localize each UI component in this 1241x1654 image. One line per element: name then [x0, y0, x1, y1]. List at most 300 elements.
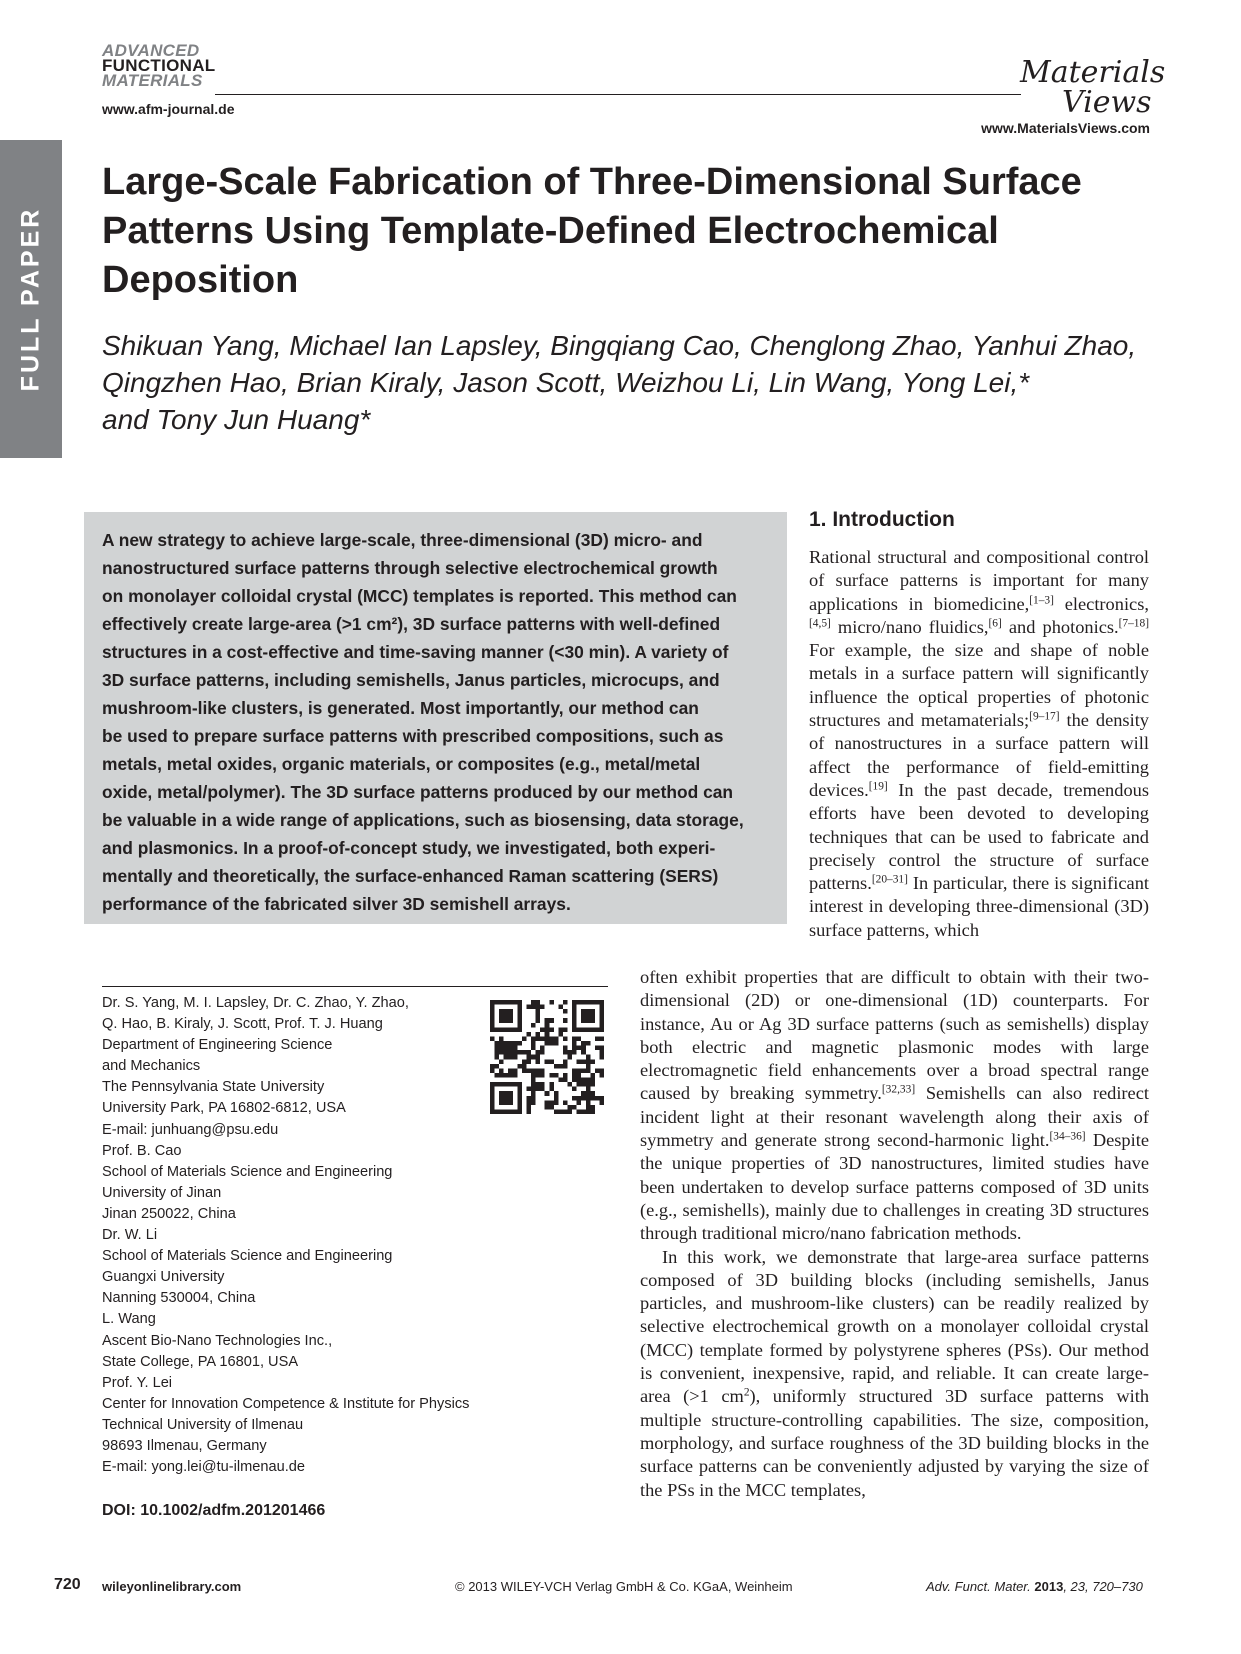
affiliation-line: L. Wang: [102, 1311, 156, 1328]
qr-module: [549, 1027, 554, 1032]
reference-marker[interactable]: [20–31]: [871, 873, 908, 886]
qr-finder: [581, 1009, 595, 1023]
qr-module: [572, 1036, 577, 1041]
qr-module: [563, 1059, 568, 1064]
qr-module: [549, 1087, 554, 1092]
qr-module: [508, 1046, 513, 1051]
qr-module: [586, 1064, 591, 1069]
qr-module: [595, 1046, 600, 1051]
text-run: Despite the unique properties of 3D nanostructures, limited studies have been undertaken to develop surface patterns composed of 3D units (e.g., semishells), mainly due to challenges in creating 3D structures through traditional micro/nano fabrication methods.: [640, 1130, 1149, 1244]
qr-module: [558, 1064, 563, 1069]
abstract-line: mushroom-like clusters, is generated. Most importantly, our method can: [102, 698, 699, 718]
qr-module: [572, 1096, 577, 1101]
qr-module: [526, 1096, 531, 1101]
qr-module: [568, 1055, 573, 1060]
qr-module: [586, 1109, 591, 1114]
article-title: [102, 158, 1102, 305]
qr-module: [563, 1073, 568, 1078]
affiliation-line: Prof. B. Cao: [102, 1142, 182, 1159]
qr-module: [595, 1068, 600, 1073]
qr-module: [545, 1036, 550, 1041]
qr-module: [536, 1073, 541, 1078]
qr-module: [554, 1041, 559, 1046]
qr-module: [540, 1050, 545, 1055]
affiliation-line: University Park, PA 16802-6812, USA: [102, 1100, 346, 1117]
qr-module: [508, 1050, 513, 1055]
qr-module: [549, 1100, 554, 1105]
affiliation-line: School of Materials Science and Engineering: [102, 1248, 393, 1265]
qr-module: [558, 1109, 563, 1114]
qr-module: [504, 1041, 509, 1046]
qr-finder: [499, 1009, 513, 1023]
qr-module: [581, 1046, 586, 1051]
abstract-line: metals, metal oxides, organic materials, or composites (e.g., metal/metal: [102, 754, 701, 774]
qr-module: [522, 1068, 527, 1073]
qr-module: [545, 1018, 550, 1023]
text-run: micro/nano fluidics,: [830, 616, 989, 637]
qr-module: [586, 1059, 591, 1064]
qr-module: [540, 1036, 545, 1041]
qr-module: [545, 1041, 550, 1046]
qr-module: [545, 1059, 550, 1064]
qr-module: [526, 1109, 531, 1114]
affiliation-line: and Mechanics: [102, 1058, 201, 1075]
section-tab: [0, 140, 62, 458]
qr-module: [536, 1055, 541, 1060]
qr-module: [513, 1041, 518, 1046]
qr-module: [504, 1073, 509, 1078]
intro-column-text: [809, 546, 1149, 942]
qr-module: [504, 1055, 509, 1060]
qr-module: [490, 1036, 495, 1041]
qr-module: [531, 1091, 536, 1096]
text-run: often exhibit properties that are difficult to obtain with their two-dimensional (2D) or one-dimensional (1D) counterparts. For instance, Au or Ag 3D surface patterns (such as semishells) display both electric and magnetic plasmonic modes with large electromagnetic field enhancements over a broad spectral range caused by breaking symmetry.: [640, 967, 1149, 1104]
qr-module: [499, 1073, 504, 1078]
qr-module: [499, 1068, 504, 1073]
qr-module: [563, 1046, 568, 1051]
qr-module: [599, 1055, 604, 1060]
qr-module: [572, 1078, 577, 1083]
qr-module: [531, 1078, 536, 1083]
qr-module: [595, 1096, 600, 1101]
publisher-url[interactable]: www.MaterialsViews.com: [981, 120, 1150, 136]
affiliation-line: State College, PA 16801, USA: [102, 1353, 299, 1370]
qr-module: [504, 1046, 509, 1051]
qr-module: [590, 1059, 595, 1064]
title-line: Large-Scale Fabrication of Three-Dimensional Surface: [102, 161, 1082, 203]
affiliation-line: E-mail: yong.lei@tu-ilmenau.de: [102, 1459, 306, 1476]
journal-logo-line: MATERIALS: [102, 71, 203, 90]
qr-module: [554, 1064, 559, 1069]
qr-module: [540, 1046, 545, 1051]
citation-year: 2013: [1034, 1579, 1064, 1594]
qr-module: [572, 1073, 577, 1078]
qr-module: [531, 1023, 536, 1028]
qr-module: [495, 1064, 500, 1069]
abstract: [102, 526, 772, 918]
qr-module: [586, 1091, 591, 1096]
affiliation-line: Nanning 530004, China: [102, 1290, 256, 1307]
qr-module: [577, 1073, 582, 1078]
reference-marker[interactable]: [6]: [988, 617, 1002, 630]
abstract-line: be valuable in a wide range of applications, such as biosensing, data storage,: [102, 810, 744, 830]
qr-module: [581, 1068, 586, 1073]
qr-module: [563, 1027, 568, 1032]
qr-module: [513, 1046, 518, 1051]
text-run: Rational structural and compositional control of surface patterns is important for many applications in biomedicine,: [809, 547, 1149, 614]
citation-journal: Adv. Funct. Mater.: [926, 1579, 1031, 1594]
qr-module: [581, 1041, 586, 1046]
qr-module: [531, 1096, 536, 1101]
qr-module: [577, 1096, 582, 1101]
qr-module: [545, 1091, 550, 1096]
qr-module: [549, 1000, 554, 1005]
qr-module: [590, 1073, 595, 1078]
qr-module: [508, 1073, 513, 1078]
qr-module: [590, 1105, 595, 1110]
qr-module: [531, 1087, 536, 1092]
publisher-logo-line: Materials: [1020, 55, 1166, 90]
footer-citation: [926, 1579, 1143, 1594]
abstract-line: performance of the fabricated silver 3D semishell arrays.: [102, 894, 571, 914]
qr-module: [499, 1041, 504, 1046]
qr-module: [495, 1046, 500, 1051]
text-run: In particular, there is significant interest in developing three-dimensional (3D) surface patterns, which: [809, 873, 1149, 940]
affiliation-line: Dr. S. Yang, M. I. Lapsley, Dr. C. Zhao, Y. Zhao,: [102, 995, 409, 1011]
qr-code[interactable]: [490, 1000, 604, 1114]
qr-module: [540, 1005, 545, 1010]
qr-module: [490, 1064, 495, 1069]
qr-module: [549, 1059, 554, 1064]
reference-marker[interactable]: [1–3]: [1029, 594, 1054, 607]
qr-module: [568, 1109, 573, 1114]
qr-module: [508, 1055, 513, 1060]
qr-module: [499, 1046, 504, 1051]
qr-module: [545, 1023, 550, 1028]
qr-module: [499, 1059, 504, 1064]
qr-module: [531, 1082, 536, 1087]
qr-module: [577, 1078, 582, 1083]
abstract-line: A new strategy to achieve large-scale, three-dimensional (3D) micro- and: [102, 530, 703, 550]
qr-module: [536, 1005, 541, 1010]
reference-marker[interactable]: 2: [743, 1387, 750, 1400]
text-run: and photonics.: [1001, 616, 1119, 637]
author-line: and Tony Jun Huang*: [102, 404, 371, 435]
page-number: 720: [54, 1576, 81, 1593]
qr-module: [586, 1041, 591, 1046]
qr-module: [563, 1036, 568, 1041]
qr-module: [531, 1055, 536, 1060]
qr-module: [513, 1073, 518, 1078]
doi[interactable]: DOI: 10.1002/adfm.201201466: [102, 1502, 326, 1519]
affiliation-line: School of Materials Science and Engineering: [102, 1163, 393, 1180]
qr-module: [599, 1100, 604, 1105]
qr-module: [595, 1036, 600, 1041]
qr-module: [508, 1041, 513, 1046]
body-paragraph: [640, 1246, 1149, 1502]
qr-module: [508, 1068, 513, 1073]
qr-module: [554, 1091, 559, 1096]
qr-module: [586, 1055, 591, 1060]
section-heading: 1. Introduction: [809, 508, 955, 531]
qr-module: [577, 1068, 582, 1073]
qr-module: [495, 1041, 500, 1046]
qr-module: [526, 1059, 531, 1064]
qr-module: [526, 1055, 531, 1060]
qr-module: [590, 1082, 595, 1087]
qr-module: [526, 1068, 531, 1073]
qr-module: [563, 1064, 568, 1069]
title-line: Deposition: [102, 259, 299, 301]
abstract-line: be used to prepare surface patterns with prescribed compositions, such as: [102, 726, 724, 746]
qr-module: [577, 1100, 582, 1105]
qr-module: [531, 1068, 536, 1073]
qr-module: [536, 1059, 541, 1064]
qr-module: [572, 1041, 577, 1046]
qr-module: [554, 1109, 559, 1114]
text-run: Semishells can also redirect incident light at their resonant wavelength along their axis of symmetry and generate strong second-harmonic light.: [640, 1083, 1149, 1151]
qr-module: [577, 1082, 582, 1087]
qr-module: [522, 1064, 527, 1069]
qr-module: [531, 1000, 536, 1005]
publisher-logo: [1018, 50, 1166, 120]
journal-url[interactable]: www.afm-journal.de: [102, 101, 235, 117]
qr-module: [586, 1078, 591, 1083]
qr-module: [531, 1041, 536, 1046]
affiliation-line: Jinan 250022, China: [102, 1205, 236, 1222]
qr-module: [586, 1087, 591, 1092]
qr-module: [586, 1068, 591, 1073]
reference-marker[interactable]: [19]: [868, 780, 888, 793]
qr-module: [495, 1050, 500, 1055]
qr-module: [581, 1050, 586, 1055]
qr-module: [531, 1046, 536, 1051]
qr-module: [590, 1091, 595, 1096]
qr-module: [536, 1032, 541, 1037]
qr-module: [513, 1068, 518, 1073]
author-line: Qingzhen Hao, Brian Kiraly, Jason Scott, Weizhou Li, Lin Wang, Yong Lei,*: [102, 367, 1030, 398]
text-run: the density of nanostructures in a surface pattern will affect the performance of field-emitting devices.: [809, 710, 1149, 800]
qr-module: [522, 1059, 527, 1064]
qr-module: [558, 1032, 563, 1037]
qr-module: [536, 1000, 541, 1005]
reference-marker[interactable]: [7–18]: [1118, 617, 1149, 630]
qr-module: [577, 1109, 582, 1114]
qr-module: [504, 1050, 509, 1055]
abstract-line: nanostructured surface patterns through selective electrochemical growth: [102, 558, 718, 578]
affiliation-line: Center for Innovation Competence & Institute for Physics: [102, 1395, 470, 1412]
abstract-line: on monolayer colloidal crystal (MCC) templates is reported. This method can: [102, 586, 737, 606]
affiliation-line: Technical University of Ilmenau: [102, 1416, 304, 1433]
qr-module: [517, 1050, 522, 1055]
qr-module: [568, 1050, 573, 1055]
citation-volume: , 23, 720–730: [1063, 1579, 1143, 1594]
qr-module: [586, 1100, 591, 1105]
qr-module: [536, 1036, 541, 1041]
abstract-line: effectively create large-area (>1 cm²), 3D surface patterns with well-defined: [102, 614, 721, 634]
qr-module: [526, 1100, 531, 1105]
header-rule: [215, 94, 1021, 95]
affiliation-rule: [102, 986, 608, 987]
qr-module: [586, 1082, 591, 1087]
qr-module: [536, 1068, 541, 1073]
qr-module: [572, 1087, 577, 1092]
qr-module: [590, 1078, 595, 1083]
qr-module: [545, 1032, 550, 1037]
qr-module: [531, 1073, 536, 1078]
qr-module: [499, 1036, 504, 1041]
qr-module: [572, 1050, 577, 1055]
qr-module: [531, 1100, 536, 1105]
qr-module: [554, 1073, 559, 1078]
qr-module: [590, 1096, 595, 1101]
affiliation-line: The Pennsylvania State University: [102, 1079, 325, 1096]
qr-module: [540, 1073, 545, 1078]
qr-module: [517, 1041, 522, 1046]
section-tab-label: FULL PAPER: [16, 206, 45, 392]
qr-module: [549, 1073, 554, 1078]
reference-marker[interactable]: [32,33]: [881, 1084, 916, 1097]
qr-module: [581, 1109, 586, 1114]
qr-module: [577, 1059, 582, 1064]
qr-module: [526, 1005, 531, 1010]
qr-finder: [499, 1091, 513, 1105]
journal-logo-line: FUNCTIONAL: [102, 56, 216, 75]
affiliation-line: Ascent Bio-Nano Technologies Inc.,: [102, 1332, 333, 1349]
text-run: For example, the size and shape of noble metals in a surface pattern will significantly influence the optical properties of photonic structures and metamaterials;: [809, 640, 1149, 731]
qr-module: [558, 1027, 563, 1032]
qr-module: [490, 1068, 495, 1073]
qr-module: [549, 1082, 554, 1087]
qr-module: [540, 1027, 545, 1032]
qr-module: [581, 1091, 586, 1096]
affiliation-line: E-mail: junhuang@psu.edu: [102, 1121, 279, 1138]
qr-module: [513, 1050, 518, 1055]
text-run: ), uniformly structured 3D surface patterns with multiple structure-controlling capabilities. The size, composition, morphology, and surface roughness of the 3D building blocks in the surface patterns can be conveniently adjusted by varying the size of the PSs in the MCC templates,: [640, 1386, 1150, 1500]
qr-module: [563, 1009, 568, 1014]
qr-module: [517, 1064, 522, 1069]
qr-module: [581, 1059, 586, 1064]
qr-module: [526, 1105, 531, 1110]
affiliation-line: Prof. Y. Lei: [102, 1374, 173, 1391]
qr-module: [572, 1068, 577, 1073]
journal-logo: [102, 43, 232, 88]
reference-marker[interactable]: [34–36]: [1049, 1130, 1086, 1143]
title-line: Patterns Using Template-Defined Electrochemical: [102, 210, 999, 252]
qr-module: [499, 1050, 504, 1055]
publisher-logo-line: Views: [1062, 85, 1152, 120]
qr-module: [558, 1005, 563, 1010]
body-paragraph: [640, 966, 1149, 1246]
author-list: [102, 327, 1152, 438]
qr-module: [536, 1018, 541, 1023]
qr-module: [599, 1096, 604, 1101]
qr-module: [536, 1014, 541, 1019]
qr-module: [526, 1050, 531, 1055]
qr-module: [540, 1068, 545, 1073]
qr-module: [549, 1041, 554, 1046]
qr-module: [590, 1109, 595, 1114]
qr-module: [581, 1082, 586, 1087]
qr-module: [563, 1109, 568, 1114]
qr-module: [563, 1078, 568, 1083]
qr-module: [522, 1036, 527, 1041]
affiliation-line: Dr. W. Li: [102, 1227, 158, 1244]
reference-marker[interactable]: [4,5]: [809, 617, 831, 630]
abstract-line: oxide, metal/polymer). The 3D surface patterns produced by our method can: [102, 782, 734, 802]
qr-module: [495, 1055, 500, 1060]
journal-logo-line: ADVANCED: [102, 41, 200, 60]
qr-module: [572, 1105, 577, 1110]
qr-module: [554, 1100, 559, 1105]
qr-module: [540, 1087, 545, 1092]
qr-module: [563, 1000, 568, 1005]
qr-module: [599, 1068, 604, 1073]
qr-module: [554, 1036, 559, 1041]
qr-module: [536, 1050, 541, 1055]
qr-module: [495, 1073, 500, 1078]
qr-module: [522, 1050, 527, 1055]
qr-module: [540, 1082, 545, 1087]
footer-copyright: © 2013 WILEY-VCH Verlag GmbH & Co. KGaA, Weinheim: [455, 1579, 793, 1594]
qr-module: [545, 1027, 550, 1032]
reference-marker[interactable]: [9–17]: [1029, 710, 1060, 723]
abstract-line: structures in a cost-effective and time-saving manner (<30 min). A variety of: [102, 642, 729, 662]
affiliation-line: Department of Engineering Science: [102, 1037, 333, 1054]
qr-module: [599, 1073, 604, 1078]
qr-module: [599, 1050, 604, 1055]
qr-module: [572, 1046, 577, 1051]
qr-module: [586, 1105, 591, 1110]
text-run: In this work, we demonstrate that large-area surface patterns composed of 3D building blocks (including semishells, Janus particles, and mushroom-like clusters) can be readily realized by selective electrochemical growth on a monolayer colloidal crystal (MCC) template formed by polystyrene spheres (PSs). Our method is convenient, inexpensive, rapid, and reliable. It can create large-area (>1 cm: [640, 1246, 1149, 1407]
qr-module: [558, 1078, 563, 1083]
footer-site[interactable]: wileyonlinelibrary.com: [102, 1579, 242, 1594]
qr-module: [581, 1096, 586, 1101]
abstract-line: mentally and theoretically, the surface-enhanced Raman scattering (SERS): [102, 866, 719, 886]
qr-module: [549, 1105, 554, 1110]
qr-module: [545, 1100, 550, 1105]
abstract-line: and plasmonics. In a proof-of-concept study, we investigated, both experi-: [102, 838, 716, 858]
qr-module: [549, 1018, 554, 1023]
qr-module: [563, 1018, 568, 1023]
qr-module: [536, 1082, 541, 1087]
qr-module: [554, 1096, 559, 1101]
affiliation-line: Q. Hao, B. Kiraly, J. Scott, Prof. T. J. Huang: [102, 1016, 383, 1033]
body-text: [640, 966, 1149, 1502]
qr-module: [526, 1087, 531, 1092]
qr-module: [545, 1105, 550, 1110]
qr-module: [577, 1036, 582, 1041]
qr-module: [599, 1046, 604, 1051]
affiliation-line: Guangxi University: [102, 1269, 225, 1286]
qr-module: [549, 1036, 554, 1041]
text-run: electronics,: [1053, 593, 1149, 614]
qr-module: [586, 1096, 591, 1101]
qr-module: [513, 1055, 518, 1060]
qr-module: [577, 1046, 582, 1051]
qr-module: [536, 1009, 541, 1014]
affiliation-line: University of Jinan: [102, 1184, 222, 1201]
qr-module: [563, 1100, 568, 1105]
affiliation-line: 98693 Ilmenau, Germany: [102, 1437, 267, 1454]
qr-module: [526, 1032, 531, 1037]
qr-module: [568, 1082, 573, 1087]
qr-module: [563, 1050, 568, 1055]
qr-module: [531, 1036, 536, 1041]
text-run: In the past decade, tremendous efforts have been devoted to developing techniques that can be used to fabricate and precisely control the structure of surface patterns.: [809, 779, 1149, 894]
qr-module: [599, 1036, 604, 1041]
qr-module: [581, 1078, 586, 1083]
